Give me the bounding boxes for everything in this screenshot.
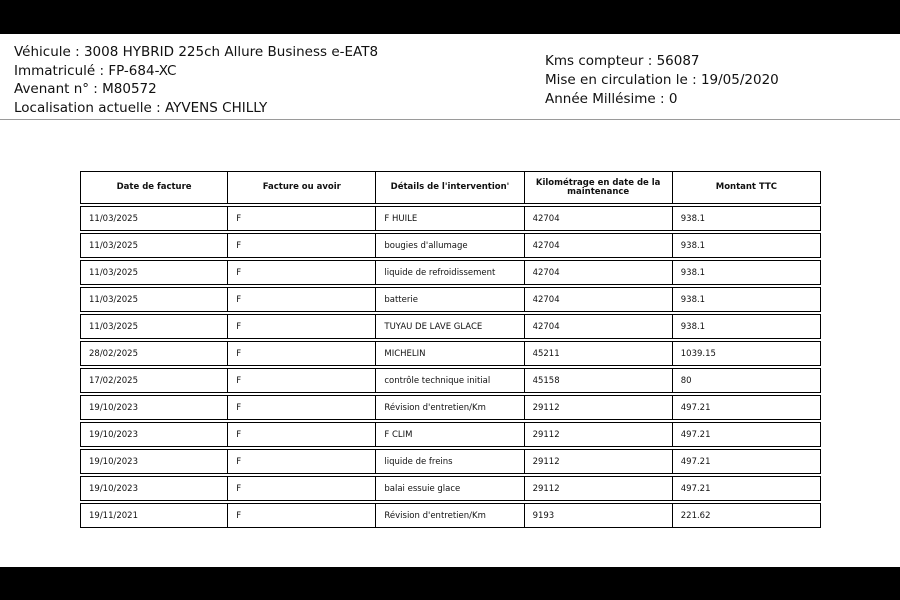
cell-date: 19/10/2023 xyxy=(80,422,228,447)
cell-date: 19/10/2023 xyxy=(80,395,228,420)
table-row xyxy=(80,314,821,339)
table-row xyxy=(80,233,821,258)
cell-amount: 1039.15 xyxy=(673,341,821,366)
cell-date: 19/10/2023 xyxy=(80,476,228,501)
cell-amount: 80 xyxy=(673,368,821,393)
cell-details: F CLIM xyxy=(376,422,524,447)
table-row xyxy=(80,287,821,312)
registration-date: Mise en circulation le : 19/05/2020 xyxy=(545,72,779,88)
table-row xyxy=(80,422,821,447)
registration: Immatriculé : FP-684-XC xyxy=(14,62,177,79)
cell-date: 17/02/2025 xyxy=(80,368,228,393)
table-row xyxy=(80,341,821,366)
cell-type: F xyxy=(228,341,376,366)
table-row xyxy=(80,449,821,474)
cell-mileage: 29112 xyxy=(525,422,673,447)
cell-mileage: 42704 xyxy=(525,314,673,339)
table-row xyxy=(80,206,821,231)
header-amount: Montant TTC xyxy=(673,171,821,204)
cell-details: balai essuie glace xyxy=(376,476,524,501)
table-row xyxy=(80,395,821,420)
table-header-row xyxy=(80,171,821,204)
cell-mileage: 42704 xyxy=(525,260,673,285)
cell-type: F xyxy=(228,368,376,393)
cell-type: F xyxy=(228,260,376,285)
header-mileage: Kilométrage en date de la maintenance xyxy=(525,171,673,204)
cell-mileage: 9193 xyxy=(525,503,673,528)
cell-type: F xyxy=(228,206,376,231)
cell-amount: 938.1 xyxy=(673,314,821,339)
maintenance-table xyxy=(80,169,821,530)
cell-mileage: 45211 xyxy=(525,341,673,366)
cell-mileage: 29112 xyxy=(525,449,673,474)
cell-type: F xyxy=(228,287,376,312)
cell-details: liquide de refroidissement xyxy=(376,260,524,285)
cell-details: TUYAU DE LAVE GLACE xyxy=(376,314,524,339)
vehicle-model: Véhicule : 3008 HYBRID 225ch Allure Business e-EAT8 xyxy=(14,44,379,60)
current-location: Localisation actuelle : AYVENS CHILLY xyxy=(14,99,268,116)
cell-details: bougies d'allumage xyxy=(376,233,524,258)
header-intervention-details: Détails de l'intervention' xyxy=(376,171,524,204)
cell-date: 11/03/2025 xyxy=(80,206,228,231)
cell-amount: 938.1 xyxy=(673,206,821,231)
odometer: Kms compteur : 56087 xyxy=(545,53,700,69)
header-divider xyxy=(0,119,900,120)
model-year: Année Millésime : 0 xyxy=(545,91,678,107)
table-row xyxy=(80,503,821,528)
vehicle-info-left xyxy=(14,43,378,117)
header-invoice-date: Date de facture xyxy=(80,171,228,204)
cell-details: contrôle technique initial xyxy=(376,368,524,393)
cell-date: 11/03/2025 xyxy=(80,233,228,258)
cell-date: 11/03/2025 xyxy=(80,314,228,339)
cell-amount: 938.1 xyxy=(673,233,821,258)
cell-details: Révision d'entretien/Km xyxy=(376,503,524,528)
cell-details: liquide de freins xyxy=(376,449,524,474)
cell-amount: 938.1 xyxy=(673,287,821,312)
cell-date: 11/03/2025 xyxy=(80,287,228,312)
cell-mileage: 29112 xyxy=(525,476,673,501)
cell-details: batterie xyxy=(376,287,524,312)
header-invoice-type: Facture ou avoir xyxy=(228,171,376,204)
amendment-number: Avenant n° : M80572 xyxy=(14,81,157,97)
table-row xyxy=(80,368,821,393)
cell-mileage: 29112 xyxy=(525,395,673,420)
table-row xyxy=(80,476,821,501)
bottom-black-band xyxy=(0,567,900,600)
maintenance-table-container xyxy=(80,171,821,530)
cell-date: 11/03/2025 xyxy=(80,260,228,285)
cell-type: F xyxy=(228,449,376,474)
cell-mileage: 42704 xyxy=(525,206,673,231)
table-row xyxy=(80,260,821,285)
cell-type: F xyxy=(228,476,376,501)
cell-details: Révision d'entretien/Km xyxy=(376,395,524,420)
cell-date: 28/02/2025 xyxy=(80,341,228,366)
cell-amount: 497.21 xyxy=(673,422,821,447)
cell-type: F xyxy=(228,503,376,528)
cell-amount: 221.62 xyxy=(673,503,821,528)
vehicle-info-right xyxy=(545,52,779,109)
top-black-band xyxy=(0,0,900,34)
cell-type: F xyxy=(228,395,376,420)
cell-date: 19/10/2023 xyxy=(80,449,228,474)
cell-amount: 497.21 xyxy=(673,449,821,474)
cell-mileage: 42704 xyxy=(525,233,673,258)
cell-type: F xyxy=(228,314,376,339)
cell-mileage: 45158 xyxy=(525,368,673,393)
cell-details: F HUILE xyxy=(376,206,524,231)
cell-type: F xyxy=(228,422,376,447)
cell-details: MICHELIN xyxy=(376,341,524,366)
cell-date: 19/11/2021 xyxy=(80,503,228,528)
cell-amount: 497.21 xyxy=(673,476,821,501)
cell-mileage: 42704 xyxy=(525,287,673,312)
cell-amount: 497.21 xyxy=(673,395,821,420)
cell-type: F xyxy=(228,233,376,258)
cell-amount: 938.1 xyxy=(673,260,821,285)
